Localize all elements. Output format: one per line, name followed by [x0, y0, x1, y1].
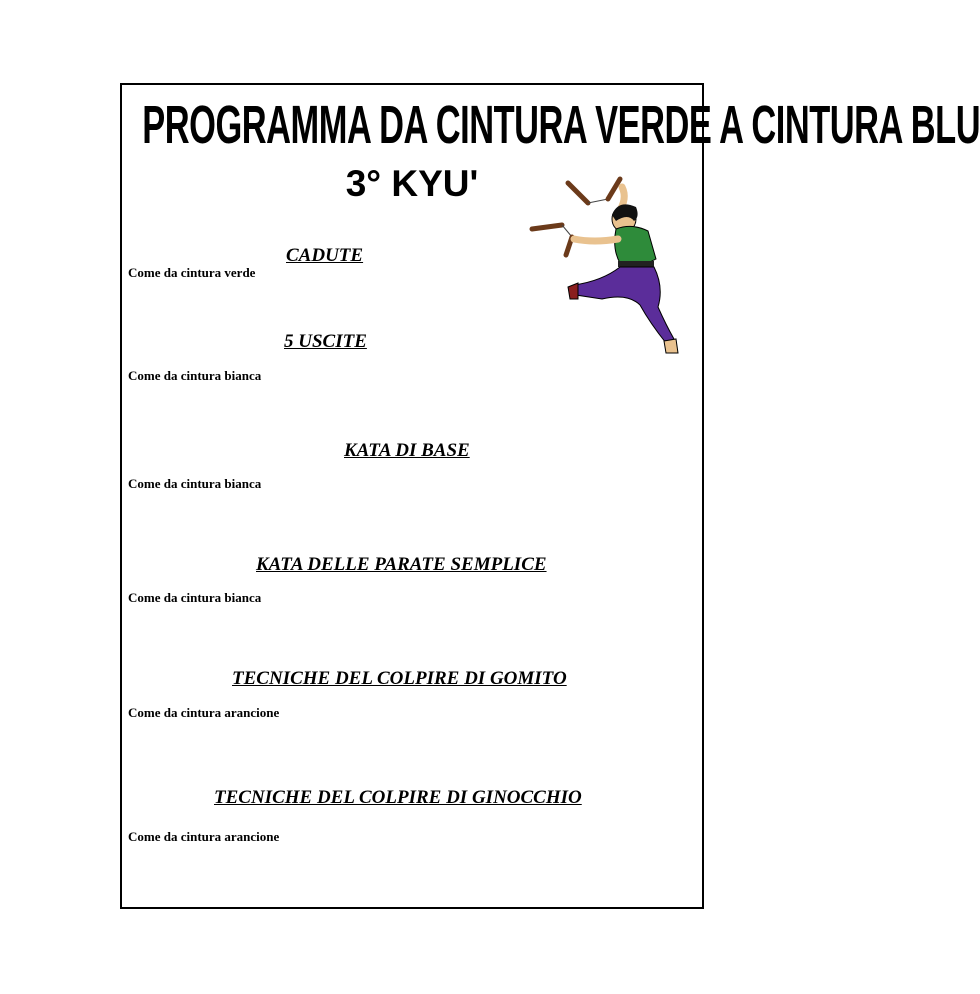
- kyu-level: 3° KYU': [345, 163, 479, 204]
- section-note-kata-base: Come da cintura bianca: [128, 476, 262, 491]
- section-heading-kata-parate: KATA DELLE PARATE SEMPLICE: [256, 554, 547, 575]
- nunchaku-fighter-icon: [532, 177, 682, 357]
- section-note-kata-parate: Come da cintura bianca: [128, 590, 262, 605]
- section-heading-kata-base: KATA DI BASE: [344, 440, 470, 461]
- page-frame: [120, 83, 980, 909]
- page-title: PROGRAMMA DA CINTURA VERDE A CINTURA BLU: [142, 95, 980, 155]
- section-note-gomito: Come da cintura arancione: [128, 705, 280, 720]
- section-note-uscite: Come da cintura bianca: [128, 368, 262, 383]
- section-note-ginocchio: Come da cintura arancione: [128, 829, 280, 844]
- section-heading-ginocchio: TECNICHE DEL COLPIRE DI GINOCCHIO: [214, 787, 582, 808]
- section-heading-gomito: TECNICHE DEL COLPIRE DI GOMITO: [232, 668, 567, 689]
- section-heading-cadute: CADUTE: [286, 245, 364, 266]
- section-heading-uscite: 5 USCITE: [284, 331, 367, 352]
- section-note-cadute: Come da cintura verde: [128, 265, 256, 280]
